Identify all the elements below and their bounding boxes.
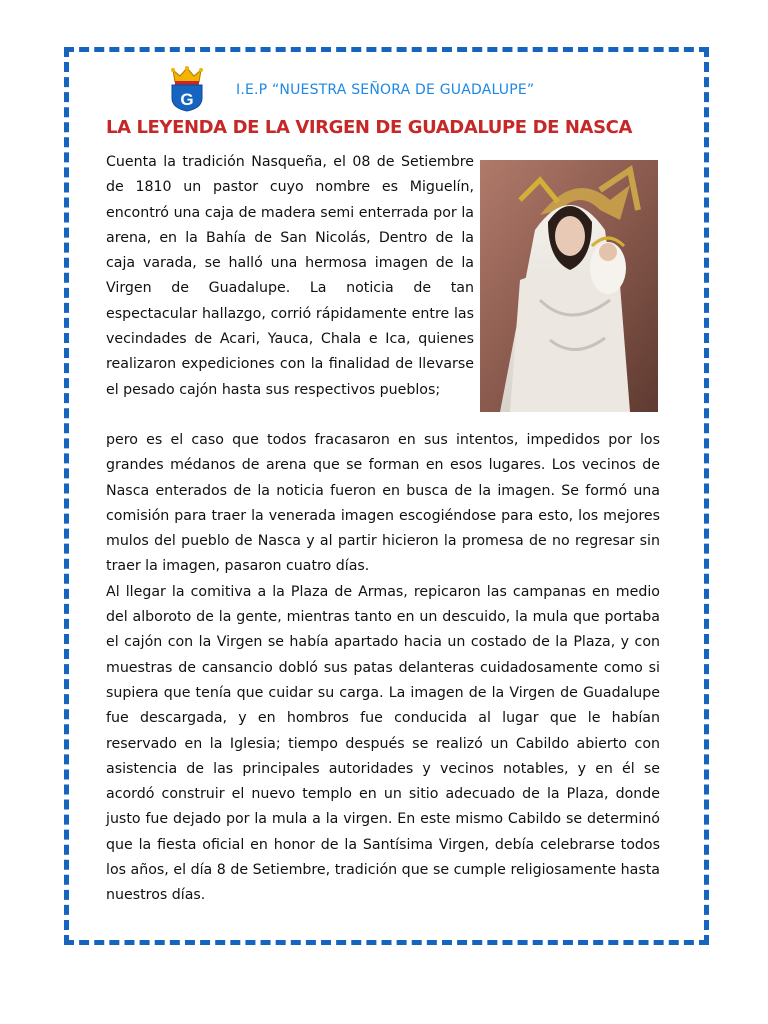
svg-text:G: G (180, 90, 194, 109)
school-name: I.E.P “NUESTRA SEÑORA DE GUADALUPE” (236, 82, 535, 98)
intro-paragraph: Cuenta la tradición Nasqueña, el 08 de Setiembre de 1810 un pastor cuyo nombre es Miguelín, encontró una caja de madera semi enterrada por la arena, en la Bahía de San Nicolás, Dentro de la caja varada, se halló una hermosa imagen de la Virgen de Guadalupe. La noticia de tan espectacular hallazgo, corrió rápidamente entre las vecindades de Acari, Yauca, Chala e Ica, quienes realizaron expediciones con la finalidad de llevarse el pesado cajón hasta sus respectivos pueblos; (106, 154, 474, 398)
story-paragraphs (106, 428, 660, 909)
arrival-paragraph: Al llegar la comitiva a la Plaza de Armas, repicaron las campanas en medio del alboroto de la gente, mientras tanto en un descuido, la mula que portaba el cajón con la Virgen se había apartado hacia un costado de la Plaza, y con muestras de cansancio dobló sus patas delanteras cuidadosamente como si supiera que tenía que cuidar su carga. La imagen de la Virgen de Guadalupe fue descargada, y en hombros fue conducida al lugar que le habían reservado en la Iglesia; tiempo después se realizó un Cabildo abierto con asistencia de las principales autoridades y vecinos notables, y en él se acordó construir el nuevo templo en un sitio adecuado de la Plaza, donde justo fue dejado por la mula a la virgen. En este mismo Cabildo se determinó que la fiesta oficial en honor de la Santísima Virgen, debía celebrarse todos los años, el día 8 de Setiembre, tradición que se cumple religiosamente hasta nuestros días. (106, 583, 660, 904)
page-title: LA LEYENDA DE LA VIRGEN DE GUADALUPE DE NASCA (106, 117, 632, 138)
continuation-paragraph: pero es el caso que todos fracasaron en sus intentos, impedidos por los grandes médanos de arena que se forman en esos lugares. Los vecinos de Nasca enterados de la noticia fueron en busca de la imagen. Se formó una comisión para traer la venerada imagen escogiéndose para esto, los mejores mulos del pueblo de Nasca y al partir hicieron la promesa de no regresar sin traer la imagen, pasaron cuatro días. (106, 432, 660, 575)
school-logo-icon (168, 66, 206, 112)
virgin-statue-photo (480, 160, 658, 412)
